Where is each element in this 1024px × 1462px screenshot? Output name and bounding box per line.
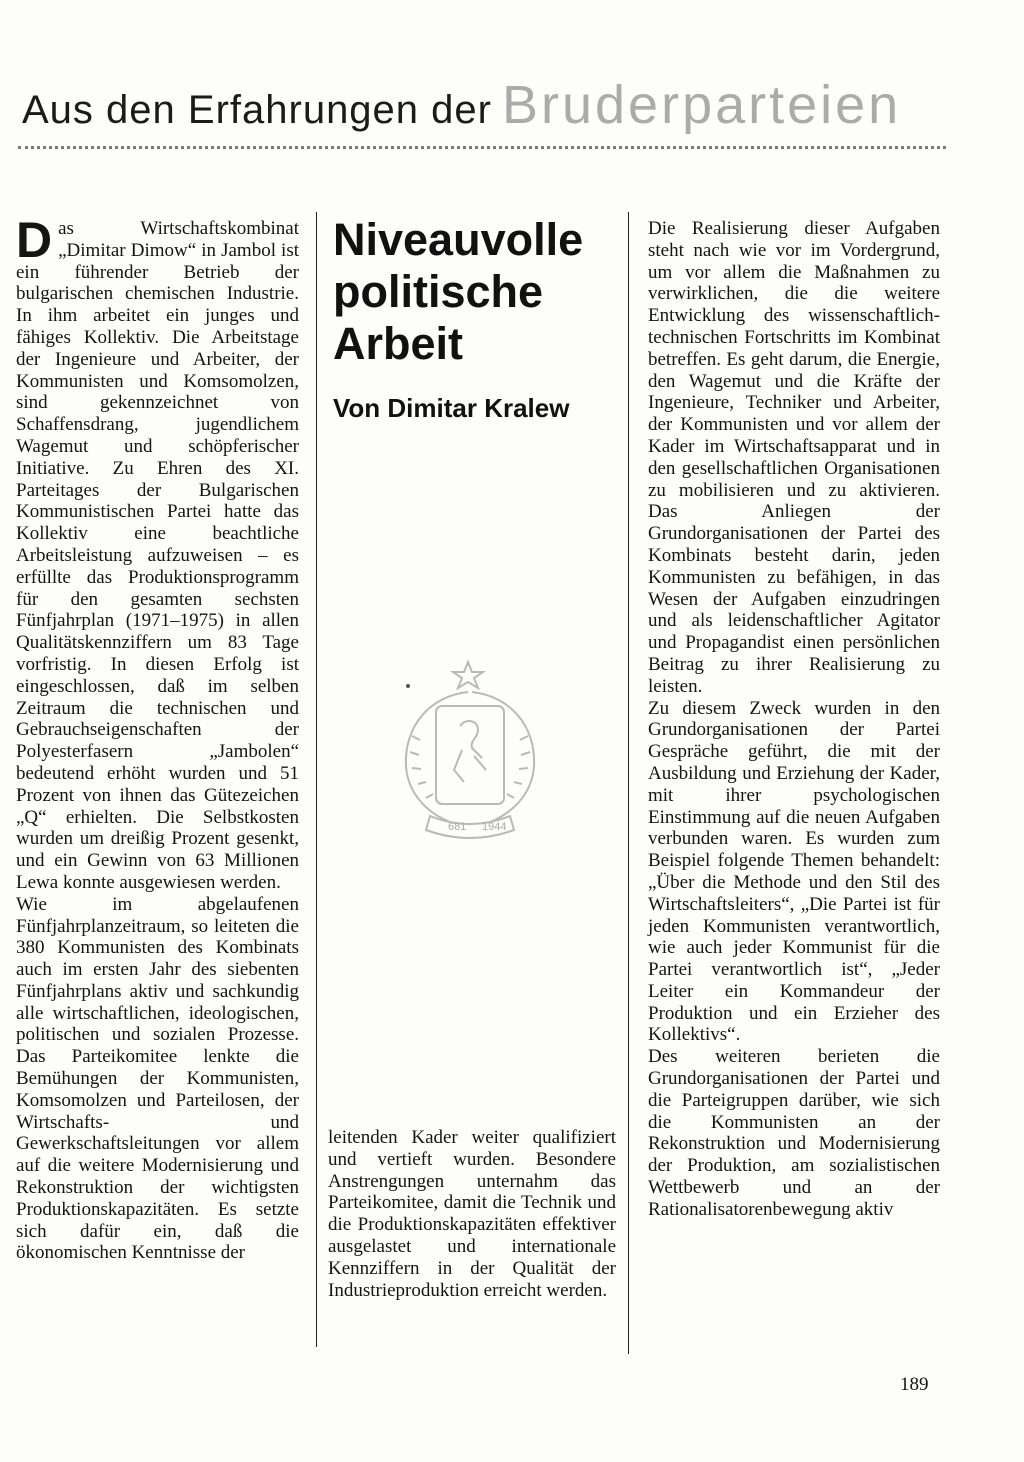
state-emblem-icon <box>390 656 550 846</box>
emblem-year-left: 681 <box>448 821 467 833</box>
emblem-year-right: 1944 <box>482 821 507 833</box>
byline: Von Dimitar Kralew <box>333 393 570 423</box>
series-header <box>22 74 952 134</box>
paragraph-1 <box>16 212 299 894</box>
page-number: 189 <box>900 1374 929 1395</box>
paragraph-col3-1: Die Realisierung dieser Aufgaben steht nach wie vor im Vordergrund, um vor allem die Maßnahmen zu verwirklichen, die die weitere Entwicklung des wissenschaftlich-technischen Fortschritts im Kombinat betreffen. Es geht darum, die Energie, den Wagemut und die Kräfte der Ingenieure, Techniker und Arbeiter, der Kommunisten und vor allem der Kader im Wirtschaftsapparat und in den gesellschaftlichen Organisationen zu mobilisieren und zu aktivieren. Das Anliegen der Grundorganisationen der Partei des Kombinats besteht darin, jeden Kommunisten zu befähigen, in das Wesen der Aufgaben einzudringen und als leidenschaftlicher Agitator und Propagandist einen persönlichen Beitrag zu ihrer Realisierung zu leisten. <box>648 218 940 697</box>
header-rule <box>18 146 946 149</box>
paragraph-col3-3: Des weiteren berieten die Grundorganisationen der Partei und die Parteigruppen darüber, wie sich die Kommunisten an der Rekonstruktion und Modernisierung der Produktion, am sozialistischen Wettbewerb und an der Rationalisatorenbewegung aktiv <box>648 1046 940 1220</box>
title-line: politische <box>333 266 544 317</box>
title-line: Niveauvolle <box>333 214 584 265</box>
column-rule-left <box>316 212 317 1347</box>
column-2-text <box>328 1127 616 1301</box>
paragraph-1-text: as Wirtschaftskombinat „Dimitar Dimow“ in Jambol ist ein führender Betrieb der bulgarischen chemischen Industrie. In ihm arbeitet ein junges und fähiges Kollektiv. Die Arbeitstage der Ingenieure und Arbeiter, der Kommunisten und Komsomolzen, sind gekennzeichnet von Schaffensdrang, jugendlichem Wagemut und schöpferischer Initiative. Zu Ehren des XI. Parteitages der Bulgarischen Kommunistischen Partei hatte das Kollektiv eine beachtliche Arbeitsleistung aufzuweisen – es erfüllte das Produktionsprogramm für den gesamten sechsten Fünfjahrplan (1971–1975) in allen Qualitätskennziffern um 83 Tage vorfristig. In diesen Erfolg ist eingeschlossen, daß im selben Zeitraum die technischen und Gebrauchseigenschaften der Polyesterfasern „Jambolen“ bedeutend erhöht wurden und 51 Prozent von ihnen das Gütezeichen „Q“ erhielten. Die Selbstkosten wurden um dreißig Prozent gesenkt, und ein Gewinn von 63 Millionen Lewa konnte ausgewiesen werden. <box>16 218 299 893</box>
drop-cap: D <box>16 212 53 268</box>
article-title <box>333 214 623 370</box>
column-rule-right <box>628 212 629 1354</box>
column-3 <box>648 218 940 1221</box>
paragraph-col3-2: Zu diesem Zweck wurden in den Grundorganisationen der Partei Gespräche geführt, die mit der Ausbildung und Erziehung der Kader, mit ihrer psychologischen Einstimmung auf die neuen Aufgaben verbunden waren. Es wurden zum Beispiel folgende Themen behandelt: „Über die Methode und den Stil des Wirtschaftsleiters“, „Die Partei ist für jeden Kommunisten verantwortlich, wie auch jeder Kommunist für die Partei verantwortlich ist“, „Jeder Leiter ein Kommandeur der Produktion und ein Erzieher des Kollektivs“. <box>648 697 940 1046</box>
series-prefix: Aus den Erfahrungen der <box>22 88 492 132</box>
series-highlight: Bruderparteien <box>501 75 902 135</box>
paragraph-col2: leitenden Kader weiter qualifiziert und vertieft wurden. Besondere Anstrengungen unternahm das Parteikomitee, damit die Technik und die Produktionskapazitäten effektiver ausgelastet und internationale Kennziffern in der Qualität der Industrieproduktion erreicht werden. <box>328 1127 616 1301</box>
paragraph-2: Wie im abgelaufenen Fünfjahrplanzeitraum, so leiteten die 380 Kommunisten des Kombinats auch im ersten Jahr des siebenten Fünfjahrplans aktiv und sachkundig alle wirtschaftlichen, ideologischen, politischen und sozialen Prozesse. Das Parteikomitee lenkte die Bemühungen der Kommunisten, Komsomolzen und Parteilosen, der Wirtschafts- und Gewerkschaftsleitungen vor allem auf die weitere Modernisierung und Rekonstruktion der wichtigsten Produktionskapazitäten. Es setzte sich dafür ein, daß die ökonomischen Kenntnisse der <box>16 893 299 1264</box>
column-1 <box>16 212 299 1264</box>
title-line: Arbeit <box>333 318 464 369</box>
